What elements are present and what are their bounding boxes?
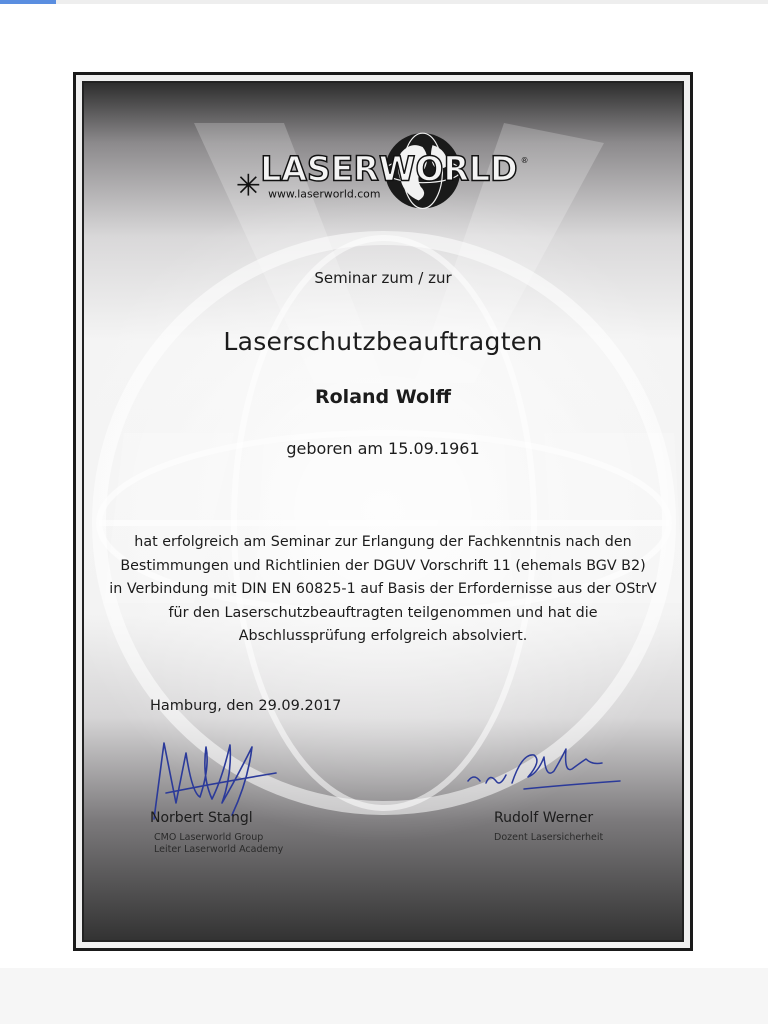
logo-website-text: www.laserworld.com [268,187,381,201]
signatory-name-2: Rudolf Werner [494,810,594,826]
seminar-line: Seminar zum / zur [314,269,452,287]
logo-brand-text: LASERWORLD [260,149,518,189]
laserworld-logo [84,83,682,223]
top-bar [0,0,768,4]
body-line: in Verbindung mit DIN EN 60825-1 auf Basis der Erfordernisse aus der OStrV [109,581,657,597]
certificate-frame [73,72,693,951]
certificate-body [84,531,682,649]
certificate-panel [82,81,684,942]
body-line: Bestimmungen und Richtlinien der DGUV Vorschrift 11 (ehemals BGV B2) [120,557,646,574]
top-bar-accent [0,0,56,4]
svg-text:®: ® [520,155,529,165]
bottom-bar [0,968,768,1024]
signatory-role-2: Dozent Lasersicherheit [494,832,604,843]
body-line: hat erfolgreich am Seminar zur Erlangung der Fachkenntnis nach den [134,534,632,550]
body-line: für den Laserschutzbeauftragten teilgenommen und hat die [168,604,598,621]
body-line: Abschlussprüfung erfolgreich absolviert. [238,628,528,644]
place-date: Hamburg, den 29.09.2017 [150,698,342,714]
signature-werner [464,743,634,798]
certificate-title: Laserschutzbeauftragten [223,327,543,356]
signatory-name-1: Norbert Stangl [150,810,253,826]
logo-star-icon [237,174,259,196]
recipient-name: Roland Wolff [315,386,451,408]
birth-line: geboren am 15.09.1961 [286,439,480,458]
signatory-role-1: CMO Laserworld Group Leiter Laserworld Academy [154,832,284,855]
